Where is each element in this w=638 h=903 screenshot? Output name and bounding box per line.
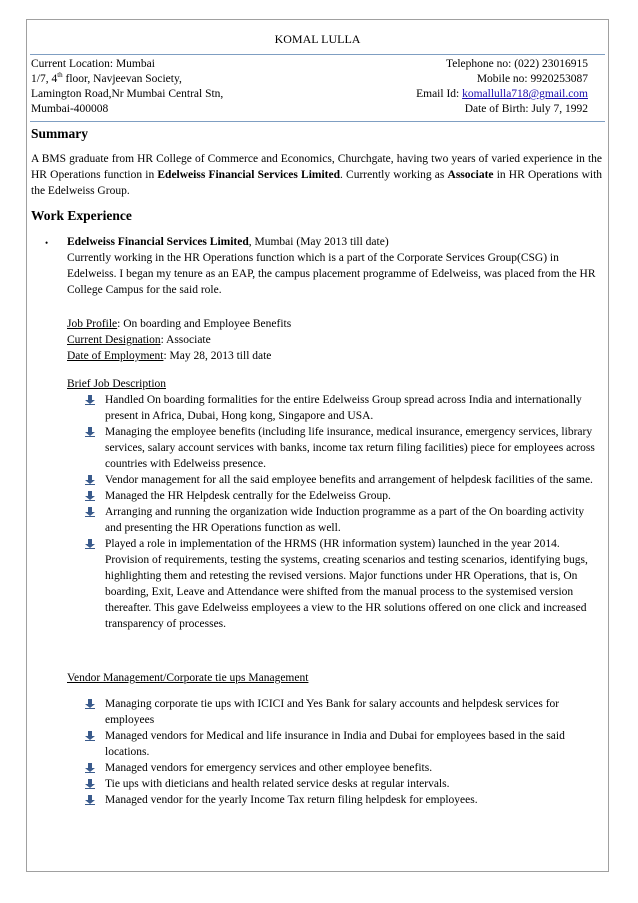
work-experience-heading: Work Experience (31, 208, 132, 223)
arrow-bullet-icon (85, 491, 95, 501)
job-tasks-list (83, 392, 602, 632)
list-item: Handled On boarding formalities for the entire Edelweiss Group spread across India and internationally present in Africa, Dubai, Hong kong, Singapore and USA. (83, 392, 602, 424)
resume-page (26, 19, 609, 872)
telephone: Telephone no: (022) 23016915 (446, 58, 588, 70)
arrow-bullet-icon (85, 475, 95, 485)
arrow-bullet-icon (85, 395, 95, 405)
job-entry (67, 234, 600, 298)
arrow-bullet-icon (85, 731, 95, 741)
current-designation: Current Designation: Associate (67, 334, 211, 346)
brief-job-description-heading: Brief Job Description (67, 378, 167, 390)
list-item: Managed vendor for the yearly Income Tax return filing helpdesk for employees. (83, 792, 602, 808)
contact-block (31, 57, 588, 117)
job-profile: Job Profile: On boarding and Employee Benefits (67, 318, 292, 330)
list-item: Vendor management for all the said employee benefits and arrangement of helpdesk facilities of the same. (83, 472, 602, 488)
arrow-bullet-icon (85, 779, 95, 789)
list-item: Managed the HR Helpdesk centrally for the Edelweiss Group. (83, 488, 602, 504)
list-item: Managed vendors for emergency services and other employee benefits. (83, 760, 602, 776)
summary-text: A BMS graduate from HR College of Commerce and Economics, Churchgate, having two years of varied experience in the HR Operations function in Edelweiss Financial Services Limited. Currently working as Associate in HR Operations with the Edelweiss Group. (31, 153, 603, 197)
address-line-2: Lamington Road,Nr Mumbai Central Stn, (31, 88, 224, 100)
job-description: Currently working in the HR Operations function which is a part of the Corporate Services Group(CSG) in Edelweiss. I began my tenure as an EAP, the campus placement programme of Edelweiss, was placed from the HR College Campus for the said role. (67, 252, 596, 296)
email-link[interactable]: komallulla718@gmail.com (462, 88, 588, 100)
arrow-bullet-icon (85, 763, 95, 773)
arrow-bullet-icon (85, 699, 95, 709)
address-line-1: 1/7, 4th floor, Navjeevan Society, (31, 71, 182, 85)
list-item: Managing the employee benefits (including life insurance, medical insurance, emergency services, library services, salary account services with banks, income tax return filing facilities) piece for employees across countries with Edelweiss presence. (83, 424, 602, 472)
header-divider-top (30, 54, 605, 55)
arrow-bullet-icon (85, 795, 95, 805)
list-item: Arranging and running the organization wide Induction programme as a part of the On boarding activity and presenting the HR Operations function as well. (83, 504, 602, 536)
mobile: Mobile no: 9920253087 (476, 73, 588, 85)
list-item: Managing corporate tie ups with ICICI and Yes Bank for salary accounts and helpdesk services for employees (83, 696, 602, 728)
list-item: Tie ups with dieticians and health related service desks at regular intervals. (83, 776, 602, 792)
arrow-bullet-icon (85, 427, 95, 437)
arrow-bullet-icon (85, 539, 95, 549)
list-item: Managed vendors for Medical and life insurance in India and Dubai for employees based in the said locations. (83, 728, 602, 760)
vendor-tasks-list (83, 696, 602, 808)
date-of-birth: Date of Birth: July 7, 1992 (464, 103, 588, 115)
vendor-management-heading: Vendor Management/Corporate tie ups Management (67, 672, 309, 684)
email-line: Email Id: komallulla718@gmail.com (416, 88, 588, 100)
address-line-3: Mumbai-400008 (31, 103, 109, 115)
arrow-bullet-icon (85, 507, 95, 517)
date-of-employment: Date of Employment: May 28, 2013 till date (67, 350, 272, 362)
job-title-line: Edelweiss Financial Services Limited, Mumbai (May 2013 till date) (67, 236, 389, 248)
list-item: Played a role in implementation of the HRMS (HR information system) launched in the year 2014. Provision of requirements, testing the systems, creating scenarios and testing scenarios, identifying bugs, highlighting them and retesting the revised versions. Major functions under HR Operations, that is, On boarding, Exit, Leave and Attendance were shifted from the manual process to the systemised version thereafter. This gave Edelweiss employees a view to the HR solutions offered on one click and increased transparency of processes. (83, 536, 602, 632)
bullet-icon: • (45, 238, 49, 248)
current-location: Current Location: Mumbai (31, 58, 155, 70)
summary-heading: Summary (31, 126, 88, 141)
candidate-name: KOMAL LULLA (274, 32, 361, 46)
header-divider-bottom (30, 121, 605, 122)
